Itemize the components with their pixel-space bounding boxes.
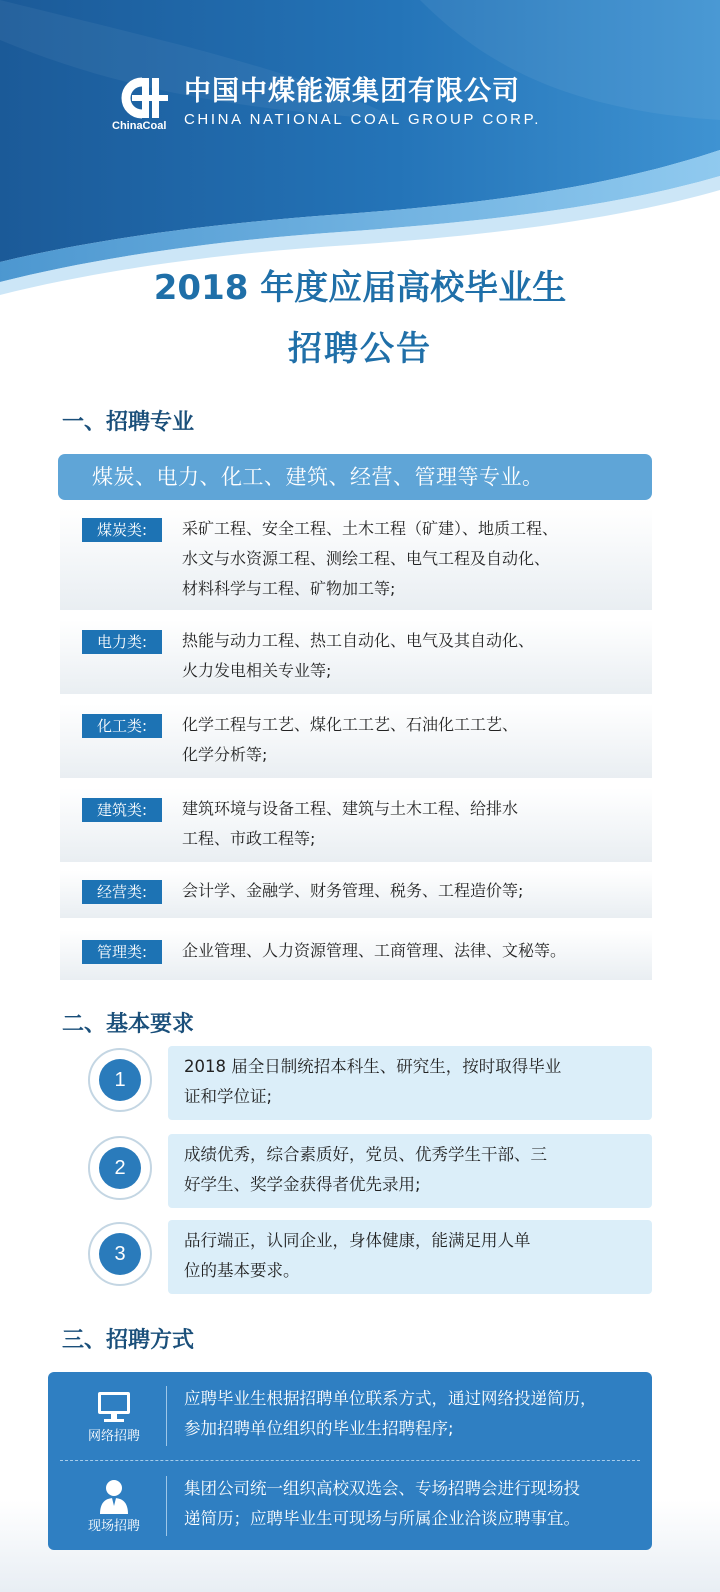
company-name-en: CHINA NATIONAL COAL GROUP CORP. <box>184 111 542 128</box>
divider <box>166 1386 167 1446</box>
category-line: 热能与动力工程、热工自动化、电气及其自动化、 <box>182 631 535 650</box>
requirement-line: 好学生、奖学金获得者优先录用; <box>184 1175 421 1194</box>
method-row-onsite <box>48 1462 652 1550</box>
requirement-line: 2018 届全日制统招本科生、研究生，按时取得毕业 <box>184 1057 562 1076</box>
method-label: 现场招聘 <box>87 1519 140 1534</box>
company-logo <box>112 76 541 136</box>
category-tag: 煤炭类: <box>82 518 162 542</box>
divider <box>166 1476 167 1536</box>
number-badge-label: 1 <box>99 1059 141 1101</box>
category-line: 会计学、金融学、财务管理、税务、工程造价等; <box>182 881 524 900</box>
method-label: 网络招聘 <box>87 1429 140 1444</box>
category-line: 化学工程与工艺、煤化工工艺、石油化工工艺、 <box>182 715 519 734</box>
category-majors <box>182 876 644 906</box>
section-heading-majors: 一、招聘专业 <box>62 410 195 435</box>
requirement-line: 品行端正，认同企业，身体健康，能满足用人单 <box>184 1231 531 1250</box>
category-row-business <box>60 870 652 918</box>
dashed-divider <box>60 1460 640 1461</box>
method-description <box>184 1384 646 1444</box>
page-title-line2: 招聘公告 <box>288 329 432 369</box>
requirement-item-1 <box>88 1046 652 1122</box>
computer-monitor-icon <box>82 1386 146 1426</box>
recruitment-methods-panel <box>48 1372 652 1550</box>
logo-brand-text: ChinaCoal <box>112 120 167 132</box>
category-tag: 管理类: <box>82 940 162 964</box>
person-icon <box>82 1476 146 1516</box>
company-name-cn: 中国中煤能源集团有限公司 <box>184 76 520 107</box>
chinacoal-logo-icon <box>112 76 180 136</box>
method-line: 递简历；应聘毕业生可现场与所属企业洽谈应聘事宜。 <box>184 1509 580 1528</box>
category-tag: 化工类: <box>82 714 162 738</box>
number-badge <box>88 1048 152 1112</box>
requirement-line: 成绩优秀，综合素质好，党员、优秀学生干部、三 <box>184 1145 547 1164</box>
method-description <box>184 1474 646 1534</box>
category-row-chemical <box>60 704 652 778</box>
page-title-line1: 2018 年度应届高校毕业生 <box>153 268 567 308</box>
number-badge <box>88 1136 152 1200</box>
header-wave-background <box>0 0 720 300</box>
category-tag: 建筑类: <box>82 798 162 822</box>
category-line: 建筑环境与设备工程、建筑与土木工程、给排水 <box>182 799 519 818</box>
number-badge-label: 3 <box>99 1233 141 1275</box>
requirement-text <box>168 1046 652 1120</box>
category-row-coal <box>60 508 652 610</box>
method-line: 应聘毕业生根据招聘单位联系方式，通过网络投递简历， <box>184 1389 597 1408</box>
section-heading-methods: 三、招聘方式 <box>62 1328 195 1353</box>
requirement-line: 位的基本要求。 <box>184 1261 300 1280</box>
number-badge <box>88 1222 152 1286</box>
category-line: 采矿工程、安全工程、土木工程（矿建）、地质工程、 <box>182 519 559 538</box>
category-row-management <box>60 930 652 980</box>
majors-summary-banner: 煤炭、电力、化工、建筑、经营、管理等专业。 <box>58 454 652 500</box>
requirement-text <box>168 1220 652 1294</box>
category-majors <box>182 514 644 604</box>
category-majors <box>182 794 644 854</box>
category-line: 化学分析等; <box>182 745 268 764</box>
category-row-power <box>60 620 652 694</box>
category-line: 工程、市政工程等; <box>182 829 316 848</box>
category-majors <box>182 626 644 686</box>
category-majors <box>182 936 644 966</box>
requirement-text <box>168 1134 652 1208</box>
method-row-online <box>48 1372 652 1460</box>
requirement-line: 证和学位证; <box>184 1087 273 1106</box>
requirement-item-2 <box>88 1134 652 1210</box>
category-line: 水文与水资源工程、测绘工程、电气工程及自动化、 <box>182 549 551 568</box>
header-banner <box>0 0 720 300</box>
category-line: 材料科学与工程、矿物加工等; <box>182 579 396 598</box>
category-line: 火力发电相关专业等; <box>182 661 332 680</box>
section-heading-requirements: 二、基本要求 <box>62 1012 195 1037</box>
category-line: 企业管理、人力资源管理、工商管理、法律、文秘等。 <box>182 941 567 960</box>
requirement-item-3 <box>88 1220 652 1296</box>
category-tag: 电力类: <box>82 630 162 654</box>
method-line: 参加招聘单位组织的毕业生招聘程序; <box>184 1419 454 1438</box>
method-line: 集团公司统一组织高校双选会、专场招聘会进行现场投 <box>184 1479 580 1498</box>
number-badge-label: 2 <box>99 1147 141 1189</box>
category-majors <box>182 710 644 770</box>
category-tag: 经营类: <box>82 880 162 904</box>
category-row-construction <box>60 788 652 862</box>
